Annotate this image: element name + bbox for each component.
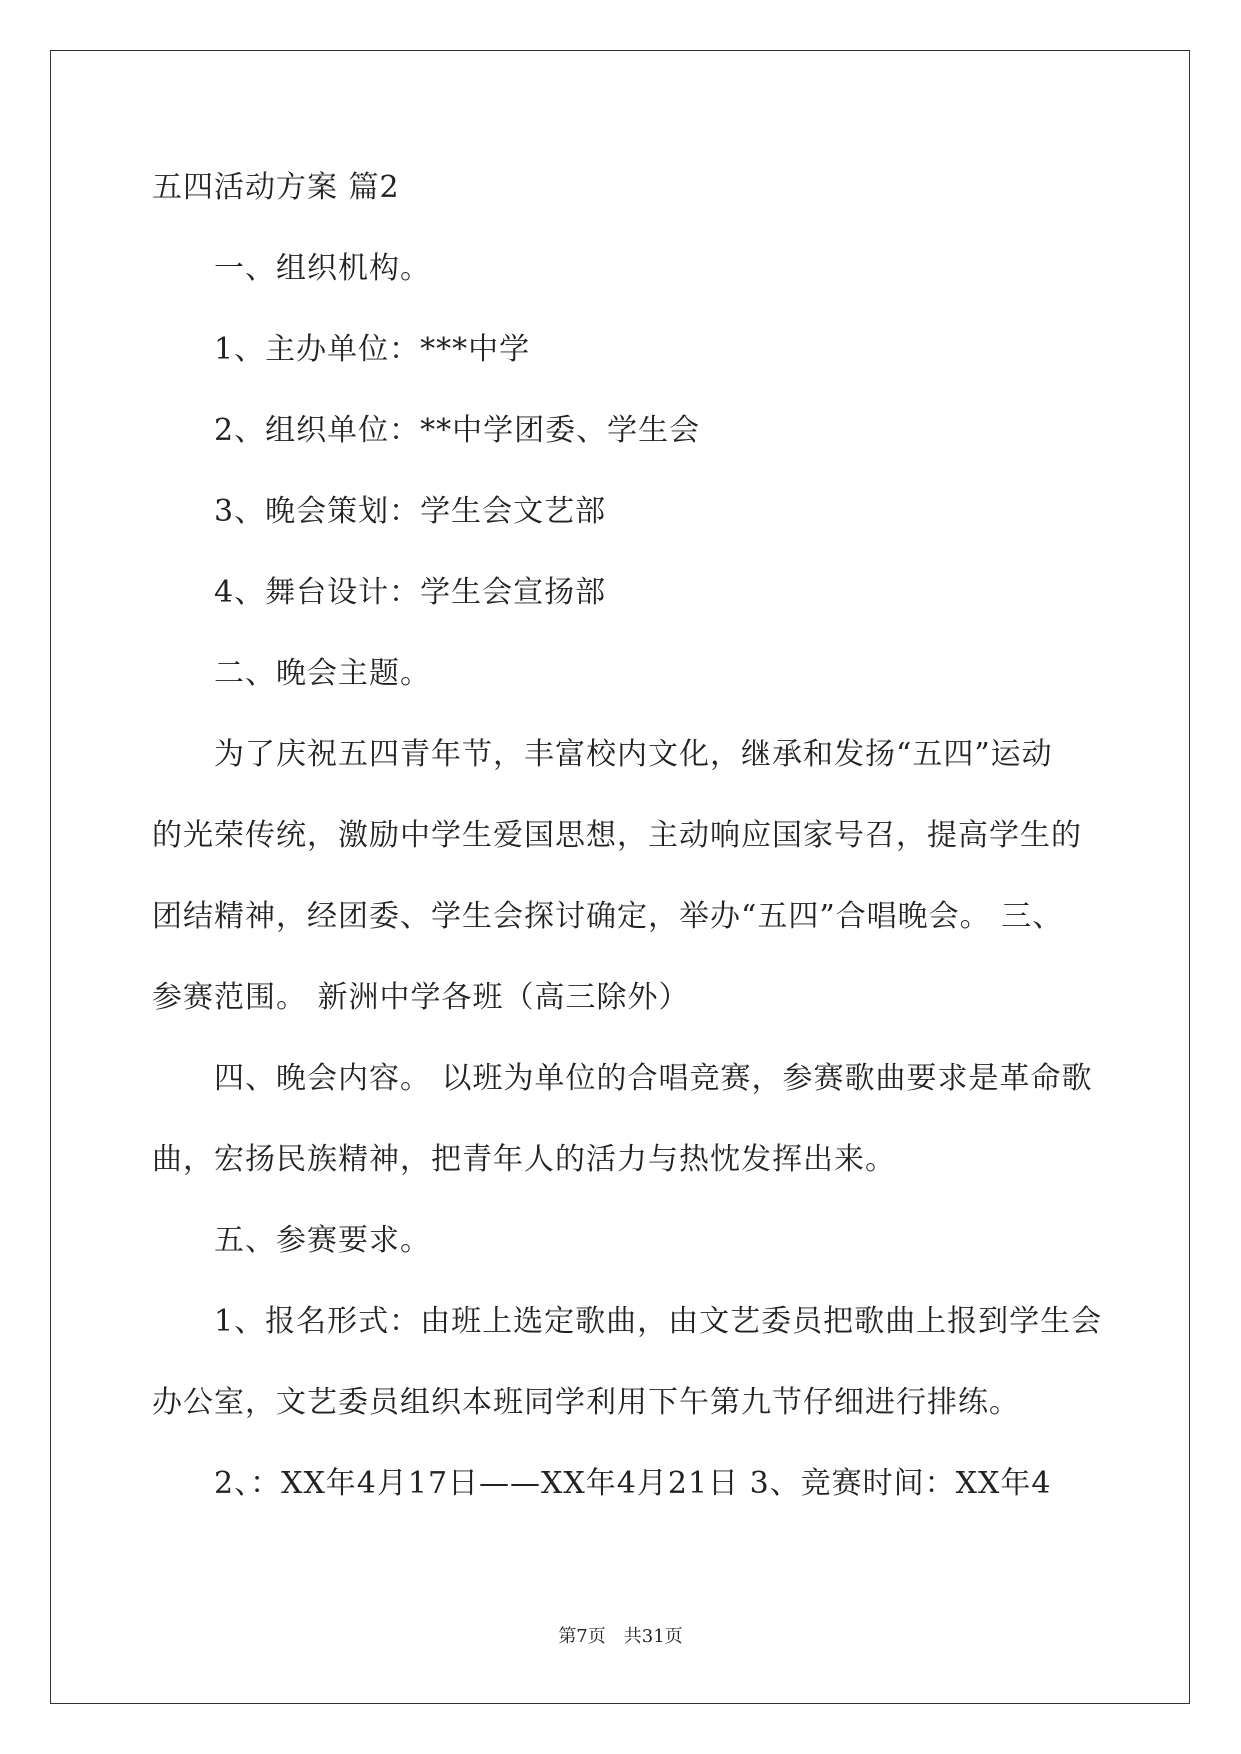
document-line: 四、晚会内容。 以班为单位的合唱竞赛，参赛歌曲要求是革命歌 (214, 1061, 1093, 1096)
document-line: 二、晚会主题。 (214, 656, 431, 691)
document-line: 的光荣传统，激励中学生爱国思想，主动响应国家号召，提高学生的 (152, 818, 1082, 853)
document-line: 2、组织单位：**中学团委、学生会 (214, 413, 701, 448)
document-title: 五四活动方案 篇2 (152, 170, 400, 205)
document-line: 3、晚会策划：学生会文艺部 (214, 494, 607, 529)
document-line: 曲，宏扬民族精神，把青年人的活力与热忱发挥出来。 (152, 1142, 896, 1177)
document-line: 为了庆祝五四青年节，丰富校内文化，继承和发扬“五四”运动 (214, 737, 1053, 772)
document-line: 团结精神，经团委、学生会探讨确定，举办“五四”合唱晚会。 三、 (152, 899, 1064, 934)
document-line: 五、参赛要求。 (214, 1223, 431, 1258)
page-number: 第7页 共31页 (558, 1626, 683, 1647)
document-line: 2、：XX年4月17日——XX年4月21日 3、竞赛时间：XX年4 (214, 1466, 1052, 1501)
document-line: 办公室，文艺委员组织本班同学利用下午第九节仔细进行排练。 (152, 1385, 1020, 1420)
document-line: 参赛范围。 新洲中学各班（高三除外） (152, 980, 690, 1015)
document-line: 1、主办单位：***中学 (214, 332, 531, 367)
document-line: 1、报名形式：由班上选定歌曲，由文艺委员把歌曲上报到学生会 (214, 1304, 1103, 1339)
document-body (152, 168, 1102, 1545)
document-line: 4、舞台设计：学生会宣扬部 (214, 575, 607, 610)
document-line: 一、组织机构。 (214, 251, 431, 286)
